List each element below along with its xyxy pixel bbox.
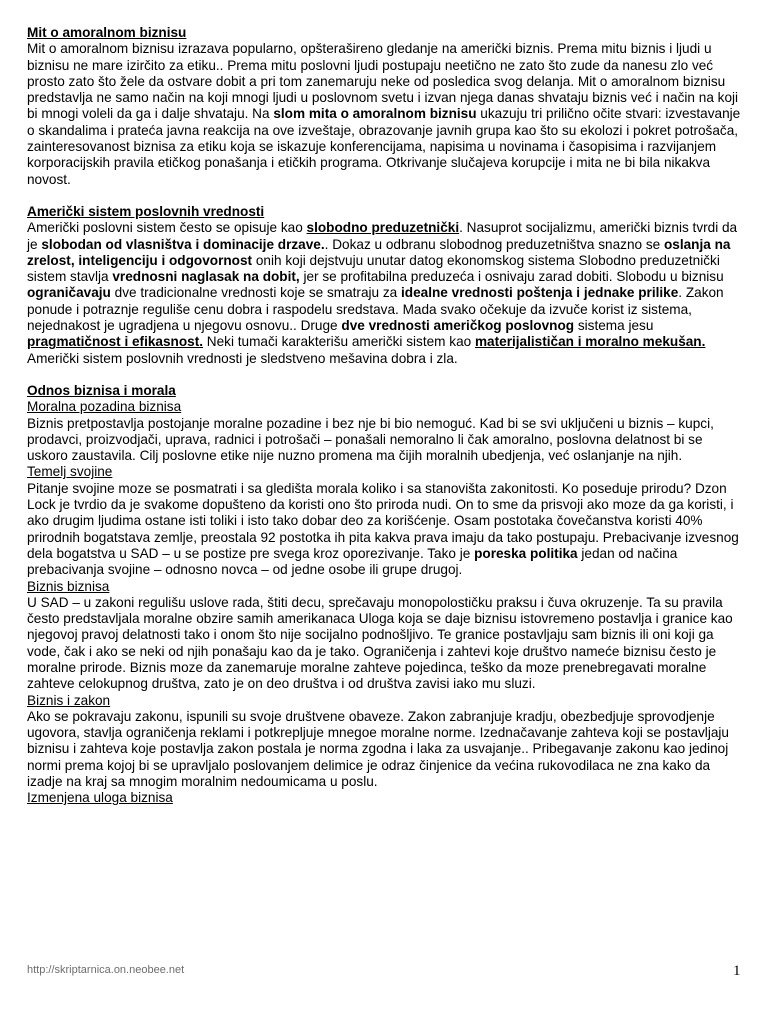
text-run: U SAD – u zakoni regulišu uslove rada, štiti decu, sprečavaju monopolostičku praksu i čuva okruzenje. Ta su pravila često predstavljala moralne obzire samih amerikanaca Uloga koja se daje biznisu istovremeno postavlja i granice kao njegovoj pravoj delatnosti tako i onom što nije socijalno podnošljivo. Te granice postavljaju sam biznis ili oni koji ga vode, čak i ako se neki od njih ponašaju kao da je tako. Ograničenja i zahtevi koje društvo nameće biznisu često je moralne prirode. Biznis moze da zanemaruje moralne zahteve pojedinca, teško da moze prenebregavati moralne zahteve celokupnog društva, zato je on deo društva i od društva zavisi iako mu sluzi.: [27, 594, 733, 692]
paragraph: [27, 220, 743, 367]
text-run: sistema jesu: [574, 318, 654, 334]
subsection-heading: Temelj svojine: [27, 464, 113, 480]
text-run: Biznis pretpostavlja postojanje moralne pozadine i bez nje bi bio nemoguć. Kad bi se svi uključeni u biznis – kupci, prodavci, proizvodjači, uprava, radnici i potrošači – ponašali nemoralno li čak amoralno, poslovna delatnost bi se uskoro zaustavila. Cilj poslovne etike nije nuzno promena ma čijih moralnih ubedjenja, već oslanjanje na njih.: [27, 415, 714, 464]
text-run: Američki poslovni sistem često se opisuje kao: [27, 220, 307, 236]
section-title: Američki sistem poslovnih vrednosti: [27, 203, 265, 219]
section-title: Mit o amoralnom biznisu: [27, 25, 187, 40]
bold-phrase: vrednosni naglasak na dobit,: [112, 269, 300, 285]
page-number: 1: [733, 963, 741, 979]
bold-phrase: poreska politika: [474, 545, 578, 561]
subsection-heading: Biznis i zakon: [27, 692, 111, 708]
section: [27, 25, 743, 188]
text-run: Pitanje svojine moze se posmatrati i sa gledišta morala koliko i sa stanovišta zakonitosti. Ko poseduje prirodu? Dzon Lock je tvrdio da je svakome dopušteno da koristi ono što priroda nudi. On to sme da prisvoji ako moze da ga koristi, i ako drugim ljudima ostane isti toliki i isto tako dobar deo za korišćenje. Osam postotaka čovečanstva koristi 40% prirodnih bogatstava zemlje, preostala 92 postotka ih pita kakva prava imaju da tako postupaju. Prebacivanje izvesnog dela bogatstva u SAD – u se postize pre svega kroz oporezivanje. Tako je: [27, 480, 739, 561]
bold-phrase: idealne vrednosti poštenja i jednake prilike: [401, 285, 679, 301]
bold-phrase: oslanja na zrelost, inteligenciju i odgovornost: [27, 236, 731, 268]
bold-phrase: slobodan od vlasništva i dominacije drzave.: [41, 236, 325, 252]
text-run: . Zakon ponude i potraznje reguliše cenu dobra i raspodelu sredstava. Mada svako očekuje da izvuče korist iz sistema, nejednakost je ugradjena u njegovu osnovu.. Druge: [27, 285, 724, 334]
document-page: [27, 25, 743, 807]
section: [27, 383, 743, 807]
bold-underlined-phrase: pragmatičnost i efikasnost.: [27, 334, 204, 350]
text-run: . Dokaz u odbranu slobodnog preduzetništva snazno se: [324, 236, 664, 252]
paragraph: [27, 481, 743, 579]
text-run: jer se profitabilna preduzeća i osnivaju zarad dobiti. Slobodu u biznisu: [299, 269, 724, 285]
text-run: onih koji dejstvuju unutar datog ekonomskog sistema Slobodno preduzetnički sistem stavlja: [27, 252, 720, 285]
subsection-heading: Moralna pozadina biznisa: [27, 399, 182, 415]
text-run: Neki tumači karakterišu američki sistem kao: [203, 334, 475, 350]
paragraph: [27, 41, 743, 188]
bold-phrase: dve vrednosti američkog poslovnog: [341, 318, 575, 334]
bold-phrase: slom mita o amoralnom biznisu: [273, 106, 477, 122]
text-run: Ako se pokravaju zakonu, ispunili su svoje društvene obaveze. Zakon zabranjuje kradju, obezbedjuje sprovodjenje ugovora, stavlja ograničenja reklami i potkrepljuje mnegoe moralne norme. Izednačavanje zahteva koji se postavljaju biznisu i zahteva koje postavlja zakon postala je norma zgodna i laka za usvajanje.. Pribegavanje zakonu kao jedinoj normi prema kojoj bi se upravljalo poslovanjem delimice je odraz činjenice da većina rukovodilaca ne zna kako da izadje na kraj sa mnogim moralnim nedoumicama u poslu.: [27, 708, 729, 790]
section: [27, 204, 743, 367]
text-run: dve tradicionalne vrednosti koje se smatraju za: [110, 285, 402, 301]
bold-phrase: ograničavaju: [27, 285, 111, 301]
footer-url: http://skriptarnica.on.neobee.net: [27, 964, 185, 976]
paragraph: [27, 709, 743, 790]
text-run: Mit o amoralnom biznisu izrazava popularno, opšterašireno gledanje na američki biznis. Prema mitu biznis i ljudi u biznisu ne mare izirčito za etiku.. Prema mitu poslovni ljudi postupaju neetično ne zato što zude da nanesu zlo već prosto zato što žele da ostvare dobit a pri tom zanemaruju neke od posledica svog delanja. Mit o amoralnom biznisu predstavlja ne samo način na koji mnogi ljudi u poslovnom svetu i izvan njega danas shvataju biznis već i način na koji bi mnogi voleli da ga i dalje shvataju. Na: [27, 41, 739, 122]
text-run: ukazuju tri prilično očite stvari: izvestavanje o skandalima i prateća javna reakcija na ove izveštaje, obrazovanje javnih grupa kao što su ekolozi i pokret potrošača, zainteresovanost biznisa za etiku koja se iskazuje konferencijama, napisima u novinama i časopisima i razvijanjem korporacijskih pravila etičkog ponašanja i etičkih programa. Otkrivanje slučajeva korupcije i mita ne bi bila nikakva novost.: [27, 106, 741, 187]
subsection-heading: Izmenjena uloga biznisa: [27, 790, 173, 806]
section-title: Odnos biznisa i morala: [27, 382, 176, 398]
paragraph: [27, 416, 743, 465]
text-run: Američki sistem poslovnih vrednosti je sledstveno mešavina dobra i zla.: [27, 350, 458, 366]
paragraph: [27, 595, 743, 693]
text-run: . Nasuprot socijalizmu, američki biznis tvrdi da je: [27, 220, 738, 252]
bold-underlined-phrase: materijalističan i moralno mekušan.: [474, 334, 706, 350]
bold-underlined-phrase: slobodno preduzetnički: [306, 220, 460, 236]
subsection-heading: Biznis biznisa: [27, 578, 110, 594]
text-run: jedan od načina prebacivanja svojine – odnosno novca – od jedne osobe ili grupe drugoj.: [27, 545, 678, 578]
